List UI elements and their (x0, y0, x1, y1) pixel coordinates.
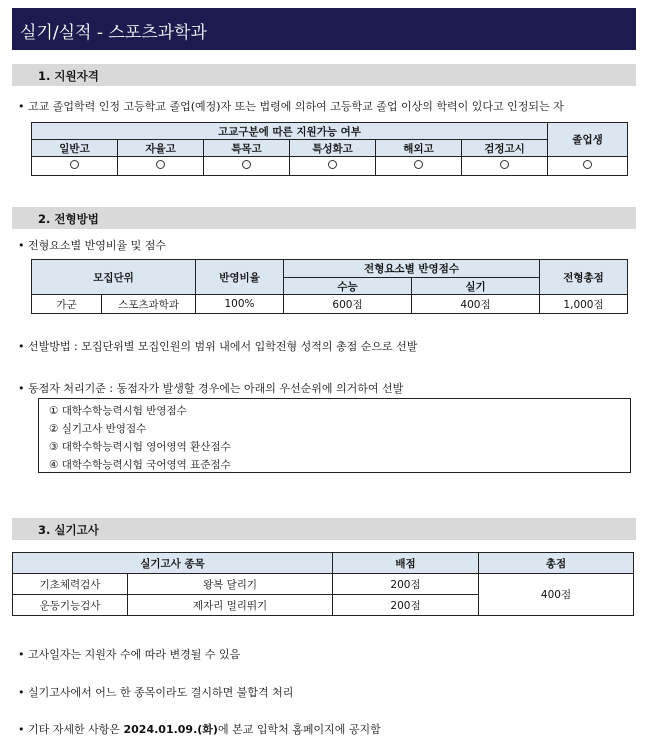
announcement-date: 2024.01.09.(화) (123, 723, 218, 736)
ratio-header: 반영비율 (196, 260, 284, 295)
circle-mark-icon (583, 160, 592, 169)
eligibility-cell (376, 157, 462, 176)
total-cell: 1,000점 (540, 295, 628, 314)
school-type-header: 해외고 (376, 140, 462, 157)
school-type-header: 검정고시 (462, 140, 548, 157)
exam-total-header: 총점 (479, 553, 634, 574)
section-header-practical (12, 518, 636, 540)
tie-priority-box (38, 398, 631, 473)
circle-mark-icon (500, 160, 509, 169)
school-type-group-header: 고교구분에 따른 지원가능 여부 (32, 123, 548, 140)
selection-method: • 선발방법 : 모집단위별 모집인원의 범위 내에서 입학전형 성적의 총점 순으로 선발 (18, 340, 418, 353)
section-title: 3. 실기고사 (38, 523, 99, 537)
exam-event-cell: 왕복 달리기 (128, 574, 333, 595)
circle-mark-icon (156, 160, 165, 169)
tie-priority-item: ③ 대학수학능력시험 영어영역 환산점수 (49, 441, 231, 453)
section-header-method (12, 207, 636, 229)
tie-priority-item: ① 대학수학능력시험 반영점수 (49, 405, 187, 417)
eligibility-cell (290, 157, 376, 176)
exam-item-header: 실기고사 종목 (13, 553, 333, 574)
qualification-text: • 고교 졸업학력 인정 고등학교 졸업(예정)자 또는 법령에 의하여 고등학교 졸업 이상의 학력이 있다고 인정되는 자 (18, 100, 564, 113)
group-cell: 가군 (32, 295, 102, 314)
school-type-header: 특목고 (204, 140, 290, 157)
exam-points-cell: 200점 (333, 595, 479, 616)
circle-mark-icon (328, 160, 337, 169)
circle-mark-icon (414, 160, 423, 169)
note-absence: • 실기고사에서 어느 한 종목이라도 결시하면 불합격 처리 (18, 686, 294, 699)
note-exam-date: • 고사일자는 지원자 수에 따라 변경될 수 있음 (18, 648, 241, 661)
practical-cell: 400점 (412, 295, 540, 314)
section-title: 1. 지원자격 (38, 69, 99, 83)
page-title-bar (12, 8, 636, 50)
tie-priority-item: ④ 대학수학능력시험 국어영역 표준점수 (49, 459, 231, 471)
suneung-cell: 600점 (284, 295, 412, 314)
exam-total-cell: 400점 (479, 574, 634, 616)
unit-header: 모집단위 (32, 260, 196, 295)
ratio-cell: 100% (196, 295, 284, 314)
school-type-header: 일반고 (32, 140, 118, 157)
circle-mark-icon (70, 160, 79, 169)
note-announcement: • 기타 자세한 사항은 2024.01.09.(화)에 본교 입학처 홈페이지에 공지함 (18, 723, 381, 736)
total-header: 전형총점 (540, 260, 628, 295)
suneung-header: 수능 (284, 278, 412, 295)
school-type-header: 자율고 (118, 140, 204, 157)
eligibility-cell (548, 157, 628, 176)
tie-priority-item: ② 실기고사 반영점수 (49, 423, 147, 435)
page-title: 실기/실적 - 스포츠과학과 (20, 23, 207, 43)
section-title: 2. 전형방법 (38, 212, 99, 226)
graduate-header: 졸업생 (548, 123, 628, 157)
eligibility-cell (32, 157, 118, 176)
dept-cell: 스포츠과학과 (102, 295, 196, 314)
tie-rule: • 동점자 처리기준 : 동점자가 발생할 경우에는 아래의 우선순위에 의거하여 선발 (18, 382, 404, 395)
circle-mark-icon (242, 160, 251, 169)
school-type-table (31, 122, 628, 176)
ratio-label: • 전형요소별 반영비율 및 점수 (18, 239, 167, 252)
school-type-header: 특성화고 (290, 140, 376, 157)
exam-category-cell: 기초체력검사 (13, 574, 128, 595)
score-table (31, 259, 628, 314)
eligibility-cell (462, 157, 548, 176)
eligibility-cell (204, 157, 290, 176)
practical-header: 실기 (412, 278, 540, 295)
exam-points-cell: 200점 (333, 574, 479, 595)
section-header-qualification (12, 64, 636, 86)
score-group-header: 전형요소별 반영점수 (284, 260, 540, 278)
eligibility-cell (118, 157, 204, 176)
points-header: 배점 (333, 553, 479, 574)
exam-event-cell: 제자리 멀리뛰기 (128, 595, 333, 616)
practical-exam-table (12, 552, 634, 616)
exam-category-cell: 운동기능검사 (13, 595, 128, 616)
